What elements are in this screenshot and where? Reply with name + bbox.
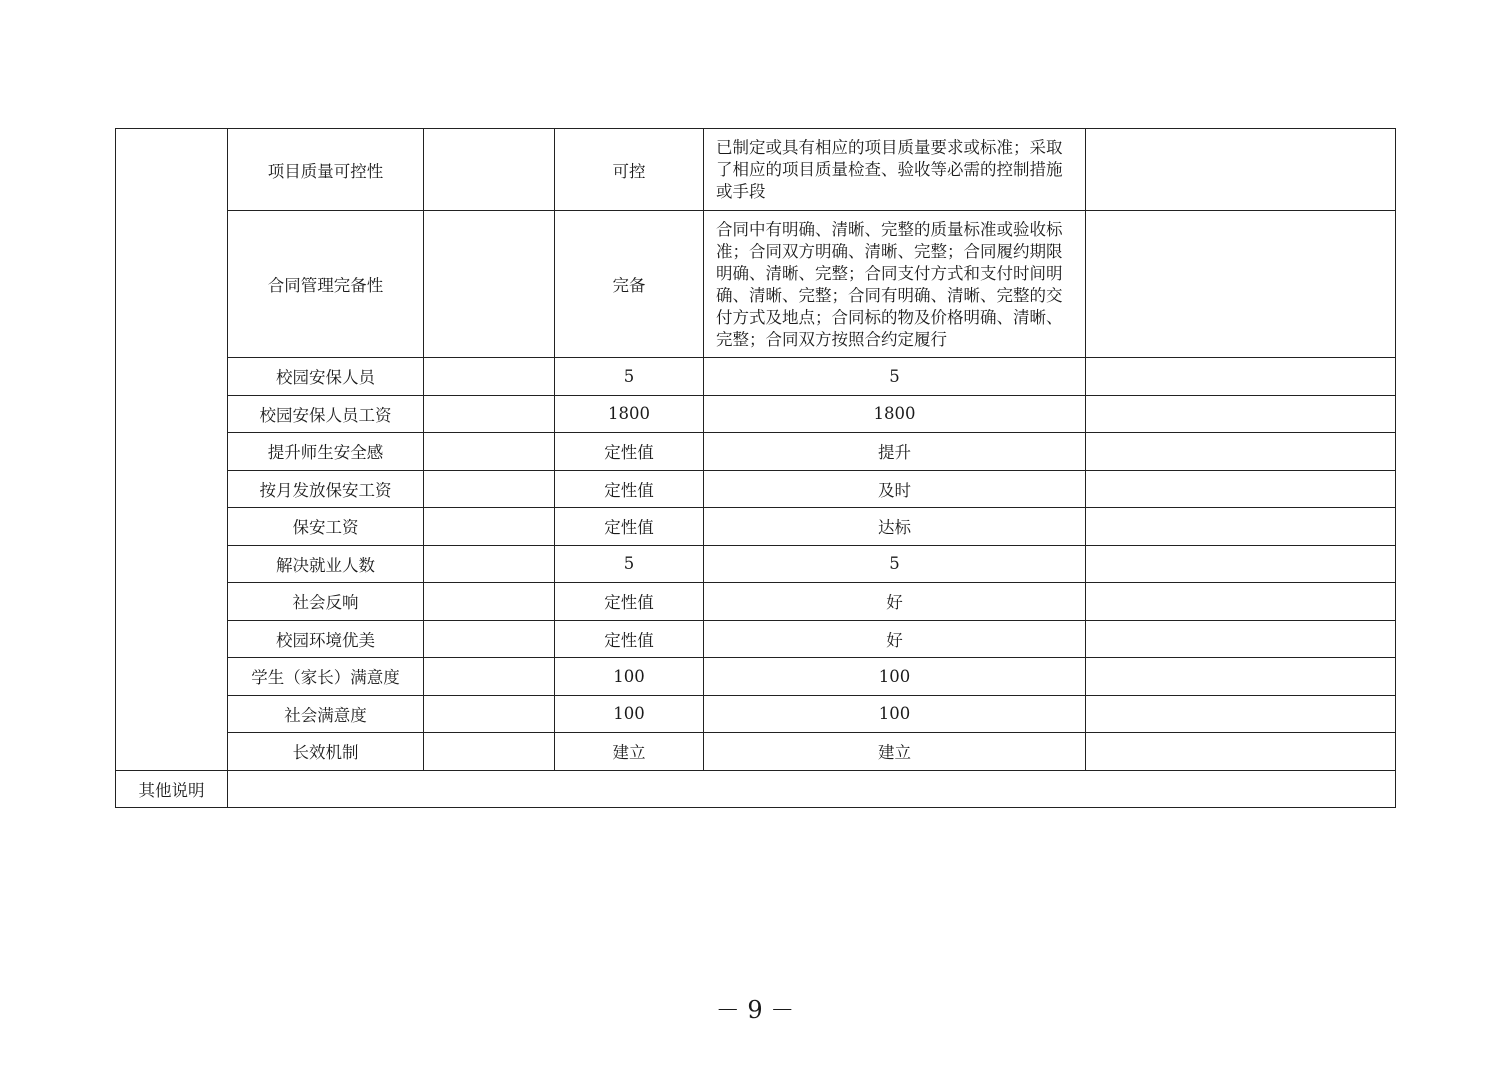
indicator-cell: 保安工资 [228,508,424,546]
indicator-cell: 校园环境优美 [228,620,424,658]
target-cell: 建立 [555,733,704,771]
actual-cell: 提升 [704,433,1086,471]
remark-cell [1086,395,1396,433]
actual-cell: 合同中有明确、清晰、完整的质量标准或验收标准；合同双方明确、清晰、完整；合同履约期限明确、清晰、完整；合同支付方式和支付时间明确、清晰、完整；合同有明确、清晰、完整的交付方式及地点；合同标的物及价格明确、清晰、完整；合同双方按照合约定履行 [704,211,1086,358]
target-cell: 5 [555,545,704,583]
indicator-cell: 长效机制 [228,733,424,771]
indicator-cell: 社会反响 [228,583,424,621]
table-row [116,733,1396,771]
indicator-cell: 校园安保人员 [228,358,424,396]
target-cell: 100 [555,658,704,696]
target-cell: 定性值 [555,508,704,546]
blank-cell [424,658,555,696]
target-cell: 定性值 [555,620,704,658]
actual-cell: 已制定或具有相应的项目质量要求或标准；采取了相应的项目质量检查、验收等必需的控制措施或手段 [704,129,1086,211]
table-row [116,395,1396,433]
remark-cell [1086,695,1396,733]
table-row [116,129,1396,211]
target-cell: 100 [555,695,704,733]
remark-cell [1086,545,1396,583]
actual-cell: 好 [704,620,1086,658]
actual-cell: 建立 [704,733,1086,771]
actual-cell: 1800 [704,395,1086,433]
target-cell: 完备 [555,211,704,358]
indicator-cell: 提升师生安全感 [228,433,424,471]
actual-cell: 100 [704,695,1086,733]
indicator-cell: 按月发放保安工资 [228,470,424,508]
blank-cell [424,733,555,771]
other-notes-row [116,770,1396,808]
blank-cell [424,583,555,621]
blank-cell [424,358,555,396]
table-row [116,583,1396,621]
remark-cell [1086,211,1396,358]
table-row [116,211,1396,358]
blank-cell [424,620,555,658]
table-row [116,658,1396,696]
other-notes-value [228,770,1396,808]
indicator-cell: 项目质量可控性 [228,129,424,211]
table-row [116,620,1396,658]
table-row [116,470,1396,508]
actual-cell: 达标 [704,508,1086,546]
indicator-cell: 校园安保人员工资 [228,395,424,433]
indicator-cell: 解决就业人数 [228,545,424,583]
blank-cell [424,129,555,211]
table-row [116,358,1396,396]
actual-cell: 及时 [704,470,1086,508]
table-row [116,433,1396,471]
target-cell: 1800 [555,395,704,433]
actual-cell: 好 [704,583,1086,621]
blank-cell [424,470,555,508]
remark-cell [1086,470,1396,508]
target-cell: 定性值 [555,470,704,508]
table-row [116,545,1396,583]
actual-cell: 5 [704,358,1086,396]
target-cell: 定性值 [555,433,704,471]
target-cell: 定性值 [555,583,704,621]
actual-cell: 100 [704,658,1086,696]
table-row [116,508,1396,546]
blank-cell [424,545,555,583]
blank-cell [424,395,555,433]
remark-cell [1086,620,1396,658]
blank-cell [424,433,555,471]
remark-cell [1086,129,1396,211]
remark-cell [1086,658,1396,696]
remark-cell [1086,733,1396,771]
blank-cell [424,695,555,733]
indicator-cell: 社会满意度 [228,695,424,733]
remark-cell [1086,358,1396,396]
table-row [116,695,1396,733]
indicator-cell: 学生（家长）满意度 [228,658,424,696]
performance-indicator-table [115,128,1396,808]
blank-cell [424,508,555,546]
blank-cell [424,211,555,358]
page-number: － 9 － [715,996,795,1024]
target-cell: 可控 [555,129,704,211]
remark-cell [1086,433,1396,471]
other-notes-label: 其他说明 [116,770,228,808]
remark-cell [1086,508,1396,546]
remark-cell [1086,583,1396,621]
actual-cell: 5 [704,545,1086,583]
category-cell [116,129,228,771]
indicator-cell: 合同管理完备性 [228,211,424,358]
target-cell: 5 [555,358,704,396]
